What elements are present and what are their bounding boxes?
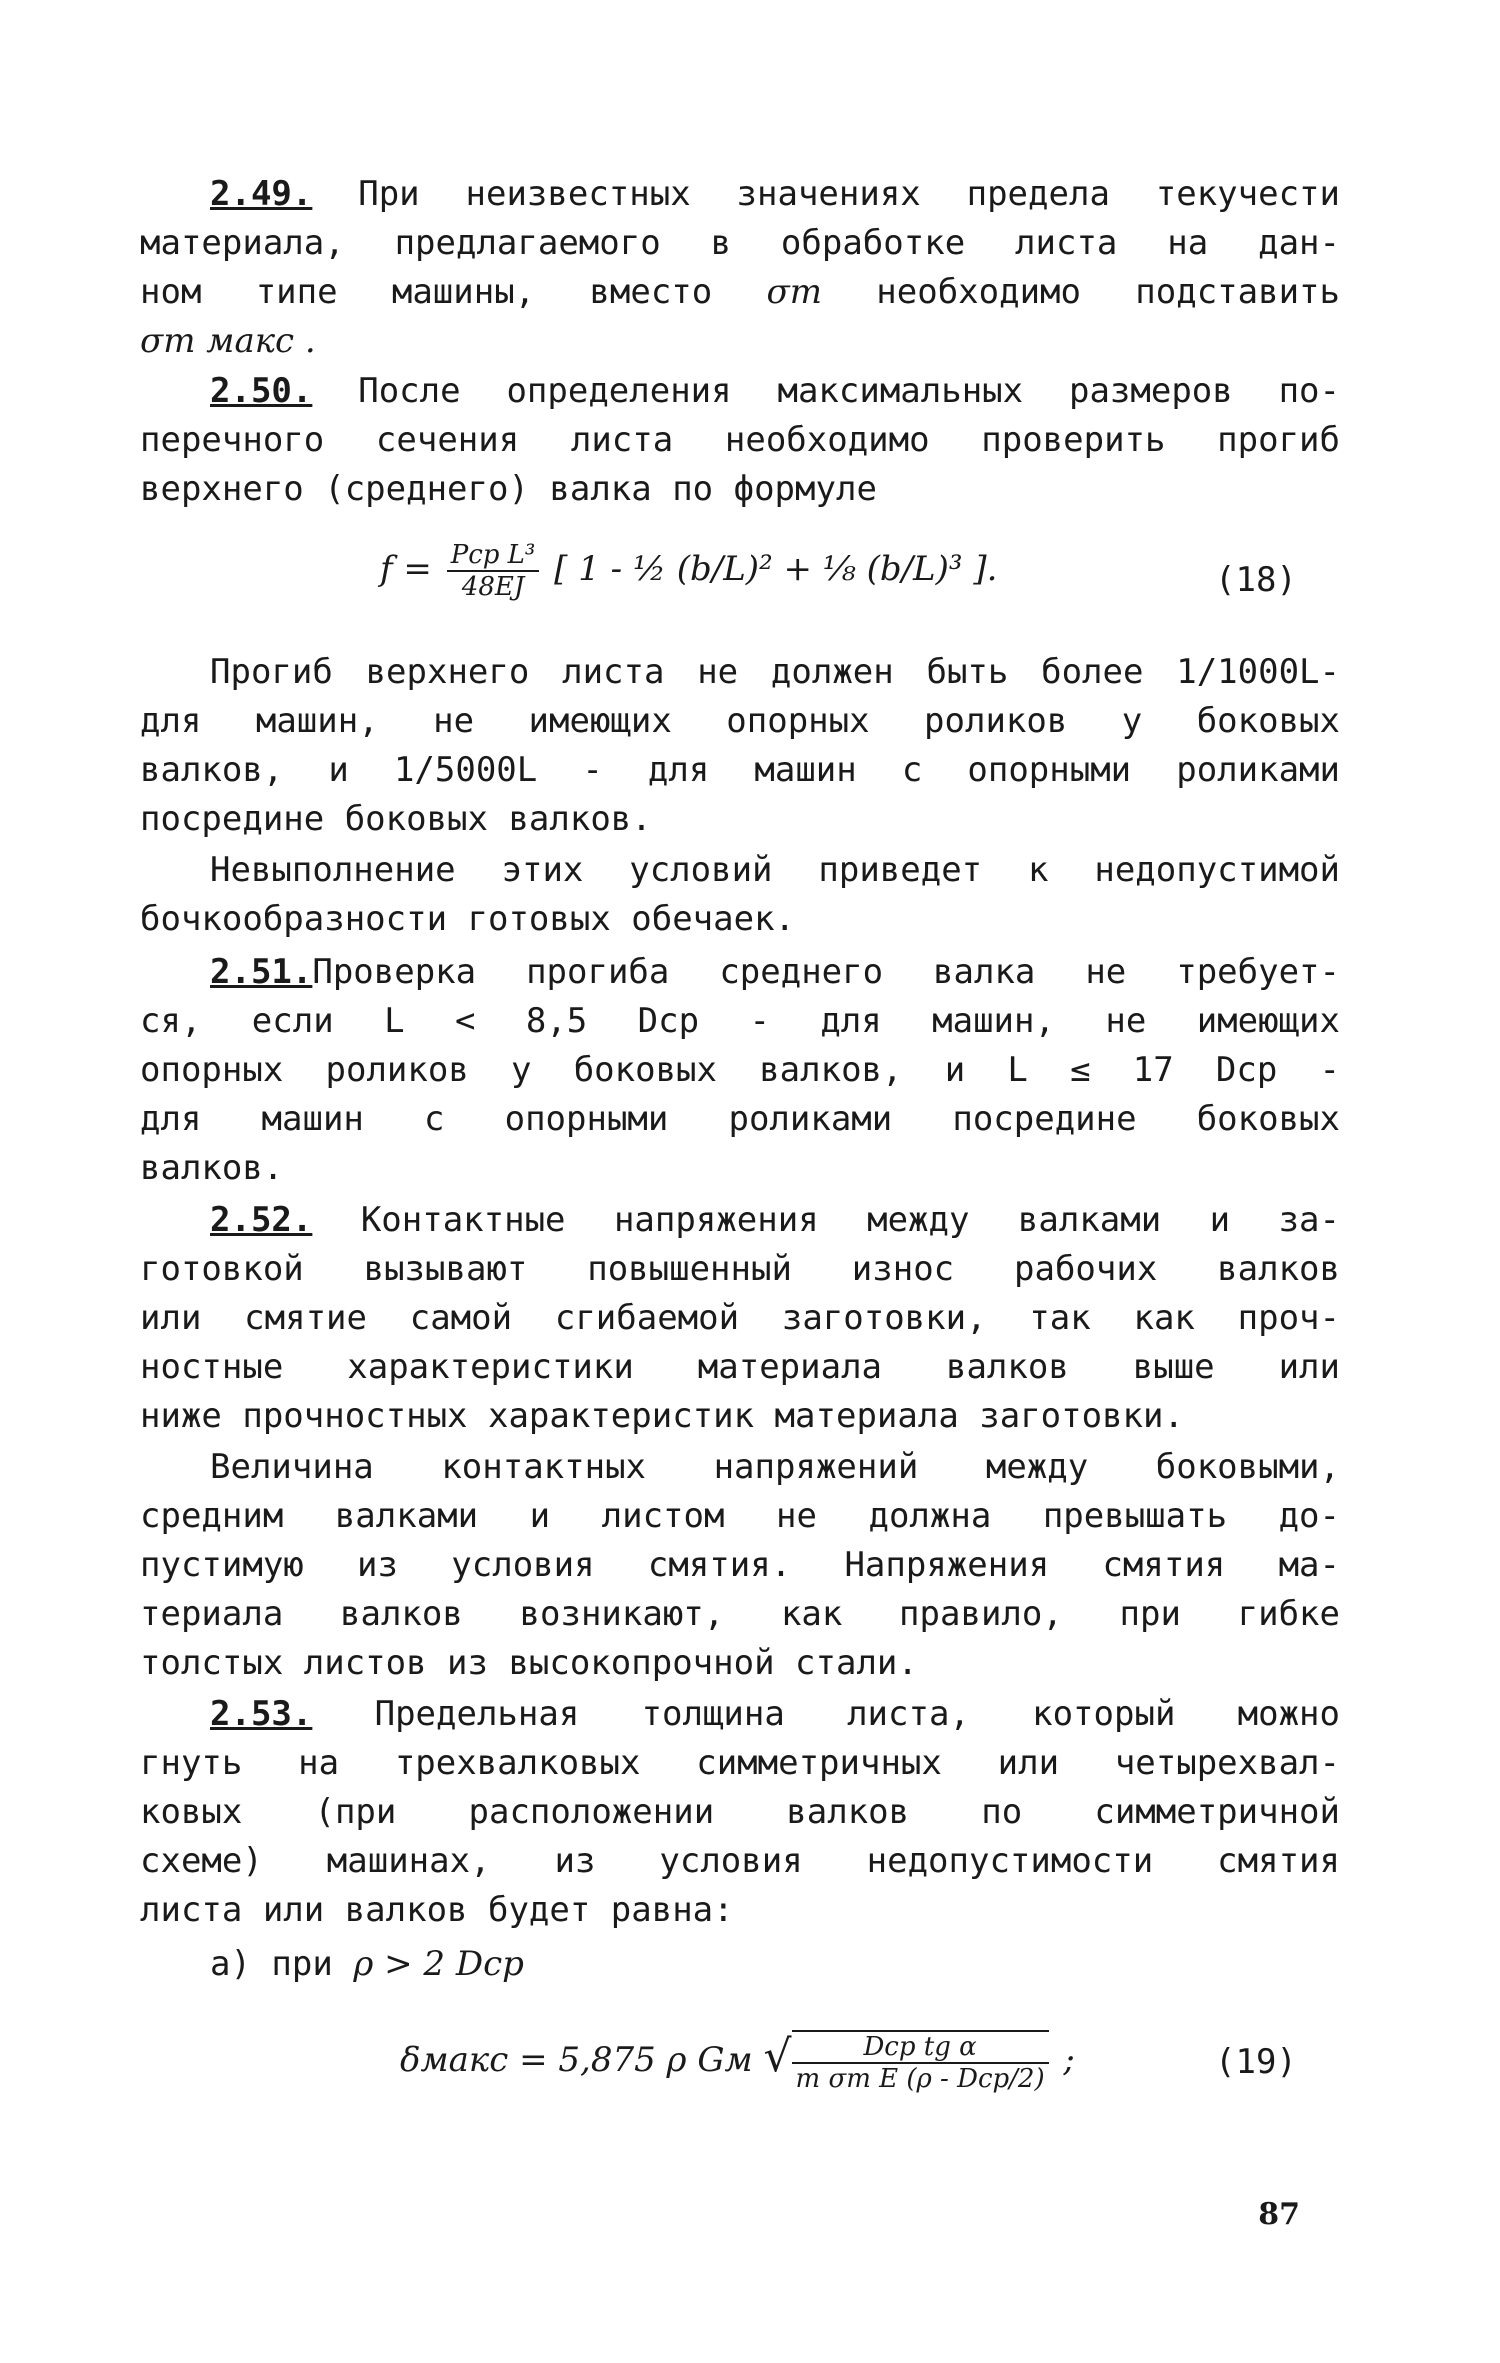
section-number: 2.53. [210,1694,313,1734]
paragraph-2-50: 2.50. После определения максимальных размеров по- перечного сечения листа необходимо проверить прогиб верхнего (среднего) валка по формуле [140,371,1340,509]
paragraph-2-53: 2.53. Предельная толщина листа, который можно гнуть на трехвалковых симметричных или четырехвал- ковых (при расположении валков по симметричной схеме) машинах, из условия недопустимости смятия листа или валков будет равна: [140,1694,1340,1930]
paragraph-deflection: Прогиб верхнего листа не должен быть более 1/1000L- для машин, не имеющих опорных роликов у боковых валков, и 1/5000L - для машин с опорными роликами посредине боковых валков. [140,652,1340,839]
paragraph-contact-stress: Величина контактных напряжений между боковыми, средним валками и листом не должна превышать до- пустимую из условия смятия. Напряжения смятия ма- териала валков возникают, как правило, при гибке толстых листов из высокопрочной стали. [140,1447,1340,1683]
section-number: 2.50. [210,371,313,411]
section-number: 2.49. [210,174,313,214]
case-a: а) при ρ > 2 Dср [210,1944,524,1984]
paragraph-2-51: 2.51.Проверка прогиба среднего валка не требует- ся, если L < 8,5 Dср - для машин, не имеющих опорных роликов у боковых валков, и L ≤ 17 Dср - для машин с опорными роликами посредине боковых валков. [140,952,1340,1188]
equation-number-19: (19) [1215,2042,1297,2082]
fraction: $\frac{\text{Pср L³}}{48EJ}$ [447,540,540,602]
formula-18: f = $\frac{\text{Pср L³}}{48EJ}$ [ 1 - ½ (b/L)² + ⅛ (b/L)³ ]. [380,540,998,602]
page-number: 87 [1258,2197,1300,2232]
paragraph-2-52: 2.52. Контактные напряжения между валками и за- готовкой вызывают повышенный износ рабочих валков или смятие самой сгибаемой заготовки, так как проч- ностные характеристики материала валков выше или ниже прочностных характеристик материала заготовки. [140,1200,1340,1436]
paragraph-2-49: 2.49. При неизвестных значениях предела текучести материала, предлагаемого в обработке листа на дан- ном типе машины, вместо σт необходимо подставить σт макс . [140,174,1340,361]
section-number: 2.51. [210,952,313,992]
formula-19: δмакс = 5,875 ρ Gм √ $\frac{\text{Dср tg α}}{\text{m σт E (ρ - Dср/2)}}$ ; [400,2031,1075,2094]
sigma-symbol: σт [766,272,822,312]
equation-number-18: (18) [1215,560,1297,600]
section-number: 2.52. [210,1200,313,1240]
paragraph-noncompliance: Невыполнение этих условий приведет к недопустимой бочкообразности готовых обечаек. [140,850,1340,939]
fraction: $\frac{\text{Dср tg α}}{\text{m σт E (ρ - Dср/2)}}$ [792,2030,1049,2094]
